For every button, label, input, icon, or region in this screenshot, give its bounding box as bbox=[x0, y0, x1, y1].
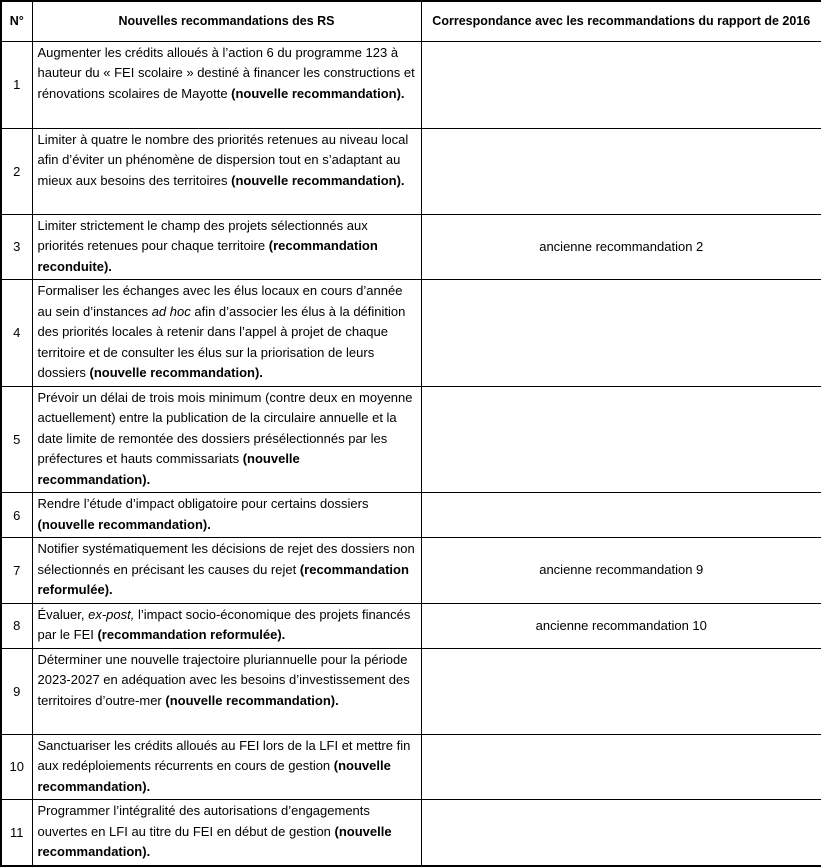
recommendation-text-segment: Programmer l’intégralité des autorisations d’engagements ouvertes en LFI au titre du FEI en début de gestion bbox=[37, 803, 370, 839]
table-row bbox=[1, 280, 821, 387]
row-number-cell: 4 bbox=[1, 280, 32, 387]
recommendation-cell bbox=[32, 493, 421, 538]
recommendation-text-segment: (recommandation reformulée). bbox=[97, 627, 286, 642]
recommendation-cell bbox=[32, 603, 421, 648]
table-body bbox=[1, 41, 821, 866]
recommendation-text-segment: (recommandation reconduite). bbox=[37, 238, 378, 274]
correspondence-cell bbox=[421, 128, 821, 214]
header-row bbox=[1, 1, 821, 41]
table-row bbox=[1, 41, 821, 128]
recommendation-text-segment: (nouvelle recommandation). bbox=[37, 451, 300, 487]
header-num: N° bbox=[1, 1, 32, 41]
recommendation-text-segment: Formaliser les échanges avec les élus locaux en cours d’année au sein d’instances bbox=[37, 283, 403, 319]
recommendation-text-segment: (recommandation reformulée). bbox=[37, 561, 409, 597]
table-row bbox=[1, 214, 821, 280]
correspondence-cell bbox=[421, 493, 821, 538]
recommendation-cell bbox=[32, 386, 421, 493]
correspondence-cell bbox=[421, 386, 821, 493]
row-number-cell: 2 bbox=[1, 128, 32, 214]
recommendation-text-segment: (nouvelle recommandation). bbox=[37, 516, 211, 532]
table-row bbox=[1, 128, 821, 214]
recommendation-text-segment: Prévoir un délai de trois mois minimum (contre deux en moyenne actuellement) entre la publication de la circulaire annuelle et la date limite de remontée des dossiers présélectionnés par les préfectures et hauts commissariats bbox=[37, 389, 413, 466]
correspondence-cell bbox=[421, 41, 821, 128]
row-number-cell: 7 bbox=[1, 538, 32, 604]
recommendation-text-segment: Rendre l’étude d’impact obligatoire pour certains dossiers bbox=[37, 496, 369, 511]
recommendation-text-segment: (nouvelle recommandation). bbox=[231, 172, 405, 188]
table-row bbox=[1, 386, 821, 493]
table-row bbox=[1, 734, 821, 800]
table-row bbox=[1, 603, 821, 648]
recommendation-text-segment: Sanctuariser les crédits alloués au FEI lors de la LFI et mettre fin aux redéploiements récurrents en cours de gestion bbox=[37, 737, 411, 773]
recommendation-text-segment: (nouvelle recommandation). bbox=[231, 85, 405, 101]
table-row bbox=[1, 493, 821, 538]
recommendation-cell bbox=[32, 648, 421, 734]
header-recommendations: Nouvelles recommandations des RS bbox=[32, 1, 421, 41]
recommendation-text-segment: Notifier systématiquement les décisions de rejet des dossiers non sélectionnés en précisant les causes du rejet bbox=[37, 541, 415, 577]
correspondence-cell: ancienne recommandation 9 bbox=[421, 538, 821, 604]
correspondence-cell bbox=[421, 280, 821, 387]
recommendation-cell bbox=[32, 41, 421, 128]
recommendation-text-segment: (nouvelle recommandation). bbox=[37, 758, 391, 794]
recommendation-text-segment: Augmenter les crédits alloués à l’action 6 du programme 123 à hauteur du « FEI scolaire » destiné à financer les constructions et rénovations scolaires de Mayotte bbox=[37, 44, 415, 101]
recommendation-cell bbox=[32, 280, 421, 387]
row-number-cell: 6 bbox=[1, 493, 32, 538]
table-row bbox=[1, 800, 821, 866]
recommendation-cell bbox=[32, 734, 421, 800]
table-row bbox=[1, 538, 821, 604]
recommendation-text-segment: (nouvelle recommandation). bbox=[165, 692, 339, 708]
correspondence-cell: ancienne recommandation 10 bbox=[421, 603, 821, 648]
recommendation-text-segment: Évaluer, bbox=[37, 606, 89, 622]
recommendation-cell bbox=[32, 800, 421, 866]
row-number-cell: 5 bbox=[1, 386, 32, 493]
recommendation-text-segment: ex-post, bbox=[88, 606, 135, 622]
row-number-cell: 1 bbox=[1, 41, 32, 128]
row-number-cell: 10 bbox=[1, 734, 32, 800]
correspondence-cell: ancienne recommandation 2 bbox=[421, 214, 821, 280]
correspondence-cell bbox=[421, 800, 821, 866]
recommendation-text-segment: Limiter à quatre le nombre des priorités retenues au niveau local afin d’éviter un phénomène de dispersion tout en s’adaptant au mieux aux besoins des territoires bbox=[37, 131, 409, 188]
row-number-cell: 8 bbox=[1, 603, 32, 648]
recommendation-cell bbox=[32, 538, 421, 604]
header-correspondence: Correspondance avec les recommandations du rapport de 2016 bbox=[421, 1, 821, 41]
recommendation-text-segment: Limiter strictement le champ des projets sélectionnés aux priorités retenues pour chaque territoire bbox=[37, 217, 368, 253]
recommendation-text-segment: afin d’associer les élus à la définition des priorités locales à retenir dans l’appel à projet de chaque territoire et de consulter les élus sur la priorisation de leurs dossiers bbox=[37, 303, 406, 380]
row-number-cell: 3 bbox=[1, 214, 32, 280]
recommendation-text-segment: Déterminer une nouvelle trajectoire pluriannuelle pour la période 2023-2027 en adéquation avec les besoins d’investissement des territoires d’outre-mer bbox=[37, 651, 410, 708]
correspondence-cell bbox=[421, 648, 821, 734]
correspondence-cell bbox=[421, 734, 821, 800]
recommendation-text-segment: (nouvelle recommandation). bbox=[37, 823, 392, 859]
recommendation-text-segment: ad hoc bbox=[151, 303, 191, 319]
recommendation-cell bbox=[32, 128, 421, 214]
row-number-cell: 9 bbox=[1, 648, 32, 734]
recommendation-text-segment: l’impact socio-économique des projets financés par le FEI bbox=[37, 606, 411, 642]
row-number-cell: 11 bbox=[1, 800, 32, 866]
table-row bbox=[1, 648, 821, 734]
recommendation-text-segment: (nouvelle recommandation). bbox=[89, 365, 263, 380]
recommendation-cell bbox=[32, 214, 421, 280]
